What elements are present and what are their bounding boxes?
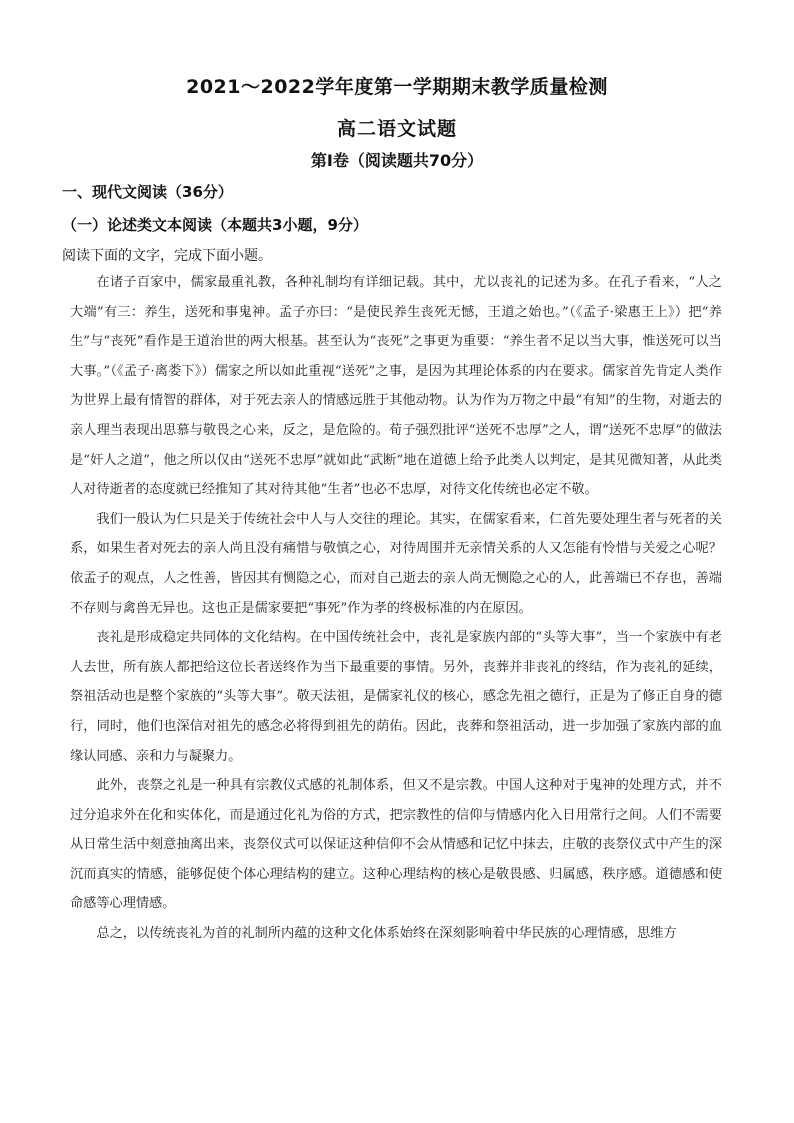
volume-title: 第Ⅰ卷（阅读题共70分）: [310, 151, 484, 170]
passage-paragraph: 此外，丧祭之礼是一种具有宗教仪式感的礼制体系，但又不是宗教。中国人这种对于鬼神的处理方式，并不过分追求外在化和实体化，而是通过化礼为俗的方式，把宗教性的信仰与情感内化入日用常行之间。人们不需要从日常生活中刻意抽离出来，丧祭仪式可以保证这种信仰不会从情感和记忆中抹去，庄敬的丧祭仪式中产生的深沉而真实的情感，能够促使个体心理结构的建立。这种心理结构的核心是敬畏感、归属感，秩序感。道德感和使命感等心理情感。: [70, 778, 722, 912]
subpart-heading: （一）论述类文本阅读（本题共3小题，9分）: [62, 216, 368, 234]
part-heading: 一、现代文阅读（36分）: [62, 183, 233, 201]
exam-title: 2021～2022学年度第一学期期末教学质量检测: [186, 76, 608, 98]
passage-paragraph: 在诸子百家中，儒家最重礼教，各种礼制均有详细记载。其中，尤以丧礼的记述为多。在孔子看来，“人之大端”有三：养生，送死和事鬼神。孟子亦曰：“是使民养生丧死无憾，王道之始也。”（《孟子·梁惠王上》）把“养生”与“丧死”看作是王道治世的两大根基。甚至认为“丧死”之事更为重要：“养生者不足以当大事，惟送死可以当大事。”（《孟子·离娄下》）儒家之所以如此重视“送死”之事，是因为其理论体系的内在要求。儒家首先肯定人类作为世界上最有情智的群体，对于死去亲人的情感远胜于其他动物。认为作为万物之中最“有知”的生物，对逝去的亲人理当表现出思慕与敬畏之心来，反之，是危险的。荀子强烈批评“送死不忠厚”之人，谓“送死不忠厚”的做法是“奸人之道”，他之所以仅由“送死不忠厚”就如此“武断”地在道德上给予此类人以判定，是其见微知著，从此类人对待逝者的态度就已经推知了其对待其他“生者”也必不忠厚，对待文化传统也必定不敬。: [70, 275, 722, 498]
reading-passage: [70, 268, 722, 949]
subject-title: 高二语文试题: [336, 118, 457, 140]
passage-paragraph: 我们一般认为仁只是关于传统社会中人与人交往的理论。其实，在儒家看来，仁首先要处理生者与死者的关系，如果生者对死去的亲人尚且没有痛惜与敬慎之心，对待周围并无亲情关系的人又怎能有怜惜与关爱之心呢？依孟子的观点，人之性善，皆因其有恻隐之心，而对自己逝去的亲人尚无恻隐之心的人，此善端已不存也，善端不存则与禽兽无异也。这也正是儒家要把“事死”作为孝的终极标准的内在原因。: [70, 511, 722, 616]
reading-instruction: 阅读下面的文字，完成下面小题。: [62, 248, 272, 264]
passage-paragraph: 总之，以传统丧礼为首的礼制所内蕴的这种文化体系始终在深刻影响着中华民族的心理情感，思维方: [96, 926, 677, 942]
passage-paragraph: 丧礼是形成稳定共同体的文化结构。在中国传统社会中，丧礼是家族内部的“头等大事”，当一个家族中有老人去世，所有族人都把给这位长者送终作为当下最重要的事情。另外，丧葬并非丧礼的终结，作为丧礼的延续，祭祖活动也是整个家族的“头等大事”。敬天法祖，是儒家礼仪的核心，感念先祖之德行，正是为了修正自身的德行，同时，他们也深信对祖先的感念必将得到祖先的荫佑。因此，丧葬和祭祖活动，进一步加强了家族内部的血缘认同感、亲和力与凝聚力。: [70, 630, 722, 764]
